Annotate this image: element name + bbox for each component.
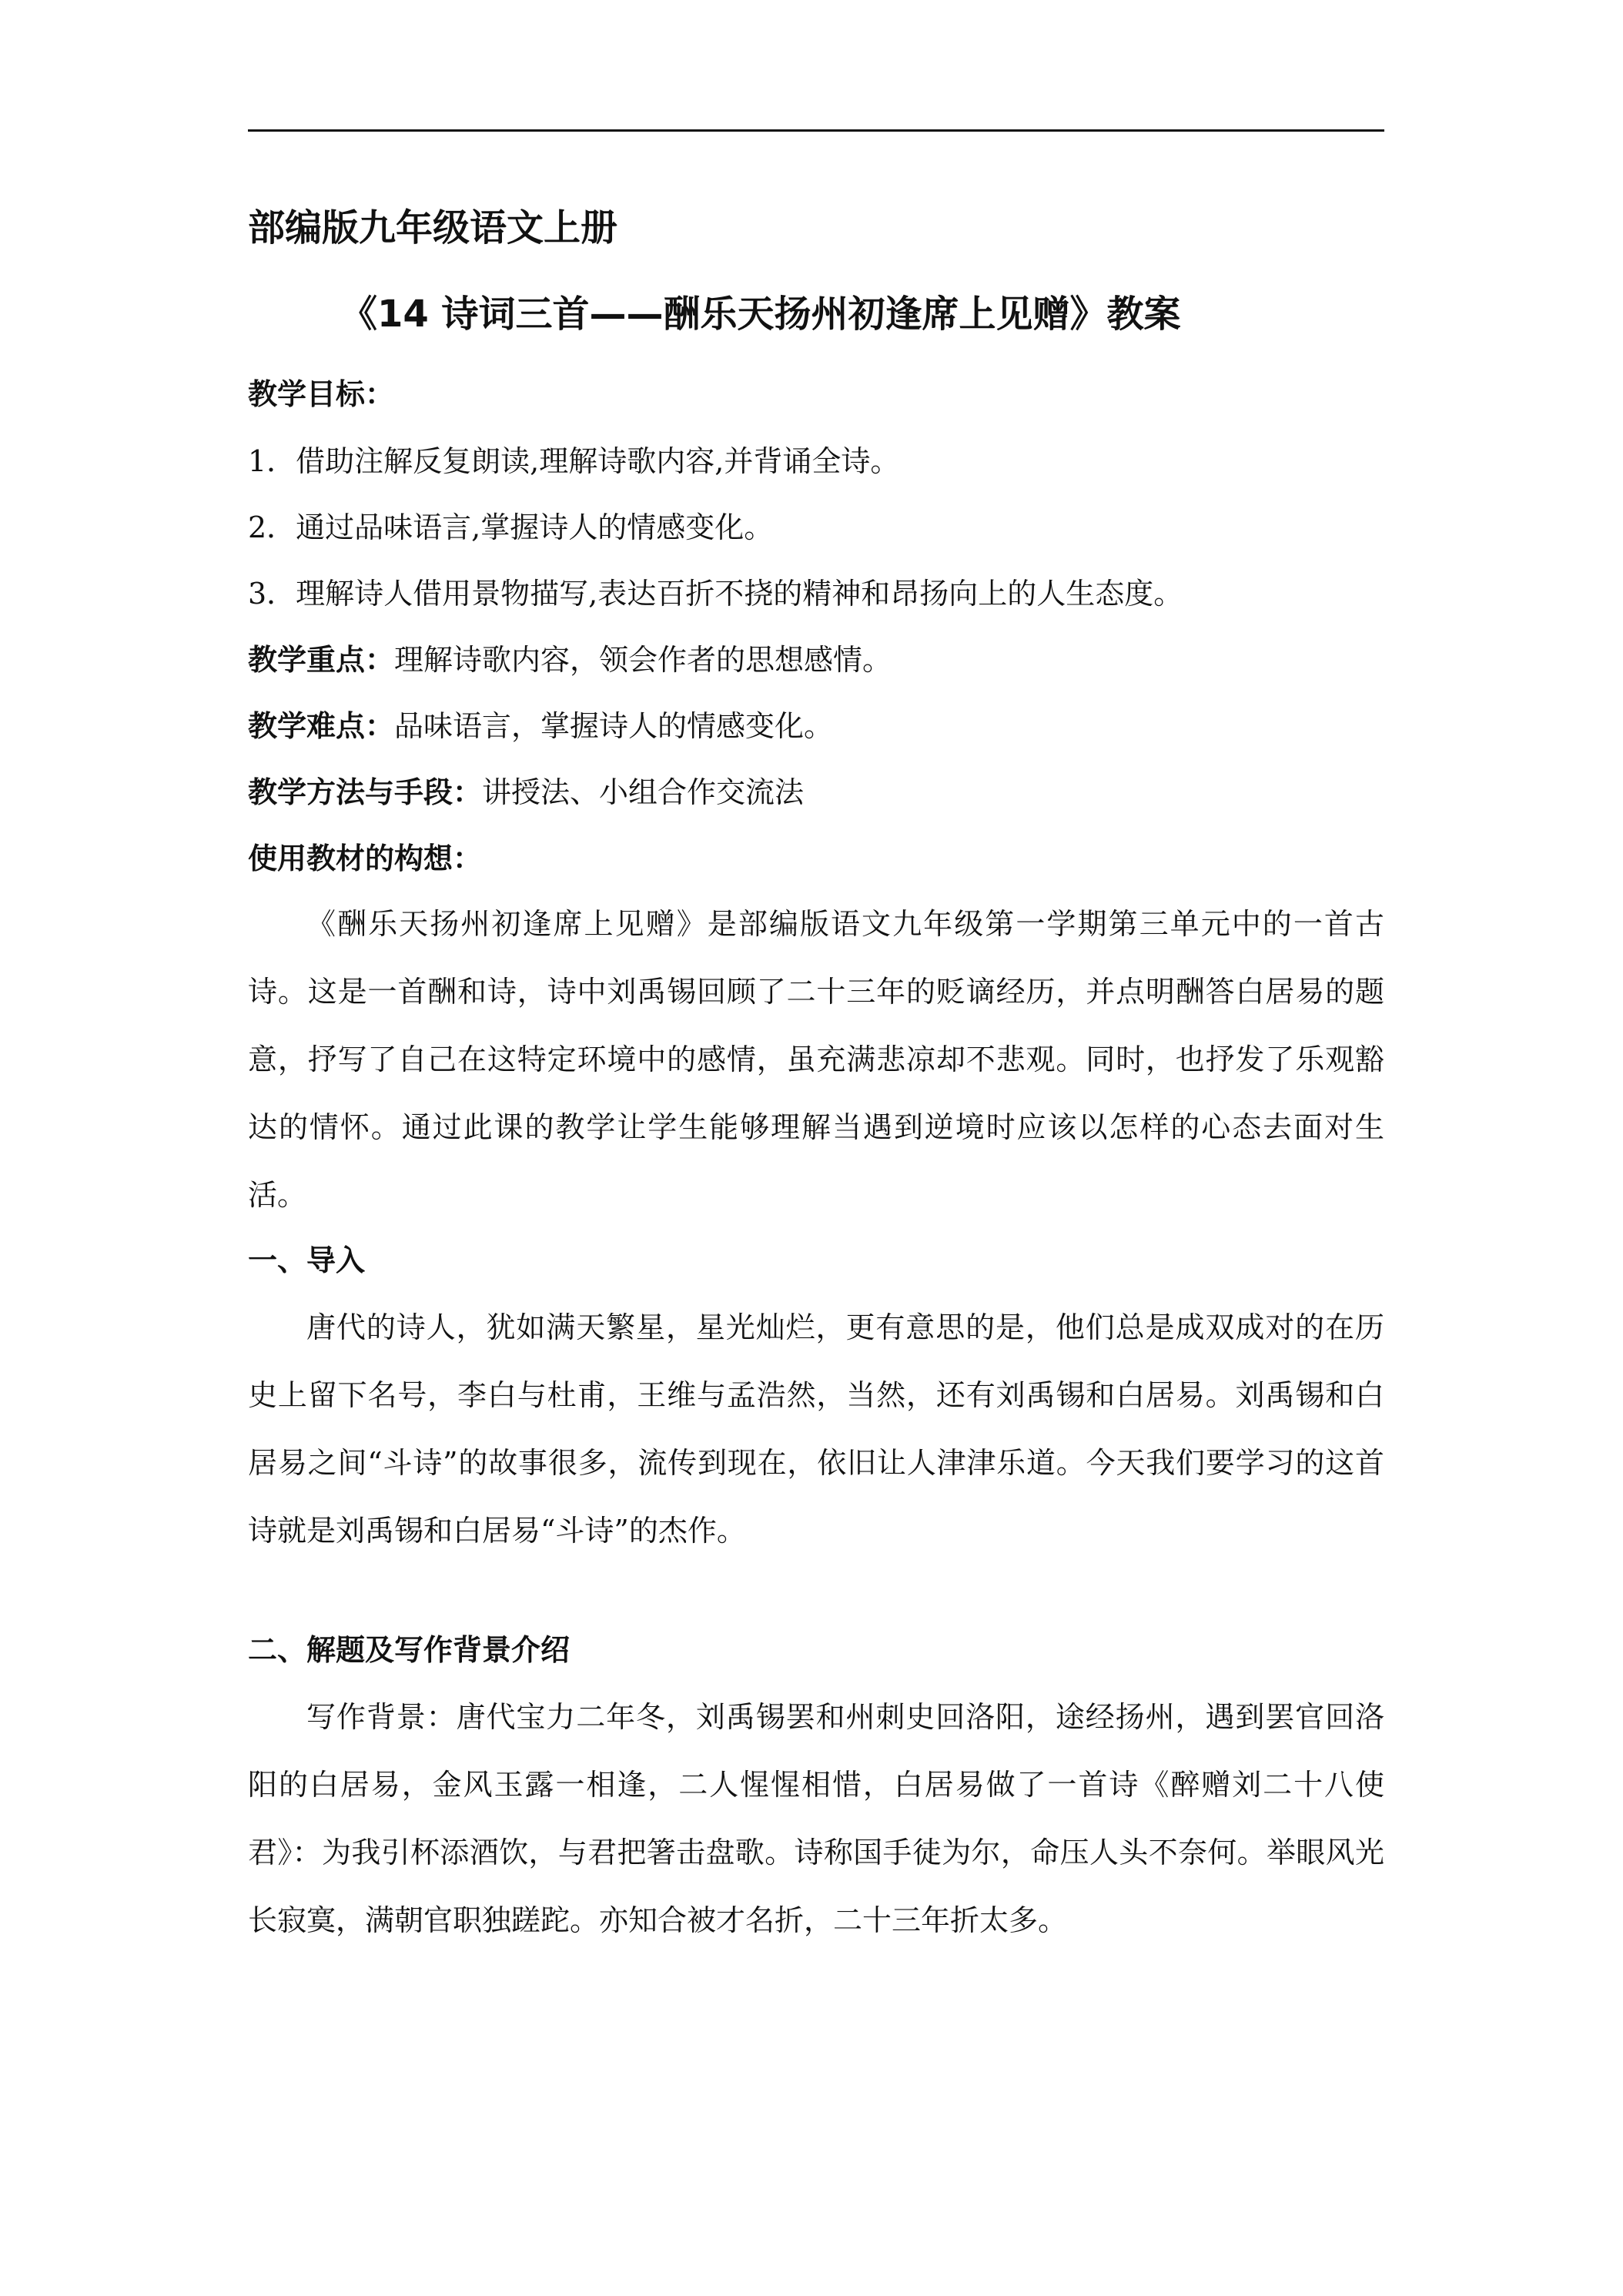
key-point-line [248, 641, 892, 679]
concept-paragraph: 《酬乐天扬州初逢席上见赠》是部编版语文九年级第一学期第三单元中的一首古诗。这是一首酬和诗，诗中刘禹锡回顾了二十三年的贬谪经历，并点明酬答白居易的题意，抒写了自己在这特定环境中的感情，虽充满悲凉却不悲观。同时，也抒发了乐观豁达的情怀。通过此课的教学让学生能够理解当遇到逆境时应该以怎样的心态去面对生活。 [248, 907, 1384, 1212]
section2-paragraph: 写作背景：唐代宝力二年冬，刘禹锡罢和州刺史回洛阳，途经扬州，遇到罢官回洛阳的白居易，金风玉露一相逢，二人惺惺相惜，白居易做了一首诗《醉赠刘二十八使君》：为我引杯添酒饮，与君把箸击盘歌。诗称国手徒为尔，命压人头不奈何。举眼风光长寂寞，满朝官职独蹉跎。亦知合被才名折，二十三年折太多。 [248, 1700, 1384, 1937]
methods-label: 教学方法与手段： [248, 775, 483, 809]
objectives-heading: 教学目标： [248, 377, 395, 411]
key-point-label: 教学重点： [248, 643, 395, 677]
section2-heading: 二、解题及写作背景介绍 [248, 1633, 571, 1667]
difficulty-line [248, 707, 833, 745]
objective-item-3: 3．理解诗人借用景物描写,表达百折不挠的精神和昂扬向上的人生态度。 [248, 577, 1183, 611]
methods-line [248, 773, 804, 812]
methods-text: 讲授法、小组合作交流法 [482, 775, 805, 809]
header-rule [248, 129, 1384, 132]
difficulty-label: 教学难点： [248, 709, 395, 743]
objective-item-2: 2．通过品味语言,掌握诗人的情感变化。 [248, 510, 774, 544]
document-page [248, 0, 1384, 2296]
document-title-line2: 《14 诗词三首——酬乐天扬州初逢席上见赠》教案 [340, 293, 1181, 336]
difficulty-text: 品味语言，掌握诗人的情感变化。 [394, 709, 834, 743]
section1-paragraph: 唐代的诗人，犹如满天繁星，星光灿烂，更有意思的是，他们总是成双成对的在历史上留下名号，李白与杜甫，王维与孟浩然，当然，还有刘禹锡和白居易。刘禹锡和白居易之间“斗诗”的故事很多，流传到现在，依旧让人津津乐道。今天我们要学习的这首诗就是刘禹锡和白居易“斗诗”的杰作。 [248, 1310, 1384, 1548]
concept-heading: 使用教材的构想： [248, 842, 483, 875]
objective-item-1: 1．借助注解反复朗读,理解诗歌内容,并背诵全诗。 [248, 444, 900, 478]
section1-heading: 一、导入 [248, 1243, 366, 1277]
document-title-line1: 部编版九年级语文上册 [248, 206, 618, 249]
key-point-text: 理解诗歌内容，领会作者的思想感情。 [394, 643, 892, 677]
